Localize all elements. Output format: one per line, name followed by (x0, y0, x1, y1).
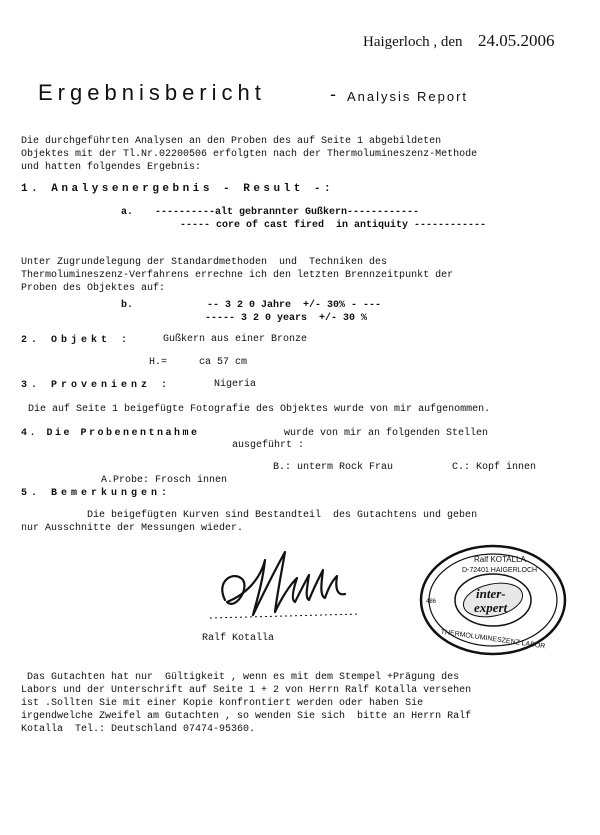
sampling-text-2: ausgeführt : (232, 440, 305, 451)
stamp-logo-1: inter- (476, 586, 506, 601)
result-b-en: ----- 3 2 0 years +/- 30 % (205, 313, 368, 324)
remarks-line: nur Ausschnitte der Messungen wieder. (21, 523, 244, 534)
remarks-paragraph (21, 509, 477, 535)
section-1-result-de: ----------alt gebrannter Gußkern------------ (155, 207, 420, 218)
sample-a (89, 461, 227, 487)
section-5-heading: 5. Bemerkungen: (21, 488, 172, 499)
signatory-name: Ralf Kotalla (202, 633, 275, 644)
sampling-text: wurde von mir an folgenden Stellen (284, 428, 489, 439)
document-subtitle: Analysis Report (347, 89, 469, 104)
handwritten-signature (205, 540, 365, 630)
sample-c: C.: Kopf innen (452, 462, 537, 473)
result-b-de: -- 3 2 0 Jahre +/- 30% - --- (207, 300, 382, 311)
section-1-item-label: a. (121, 207, 134, 218)
sample-a-text: A.Probe: Frosch innen (101, 475, 228, 486)
title-separator: - (330, 84, 336, 104)
object-description: Gußkern aus einer Bronze (163, 334, 308, 345)
photo-note: Die auf Seite 1 beigefügte Fotografie des Objektes wurde von mir aufgenommen. (28, 404, 491, 415)
stamp-lab: THERMOLUMINESZENZ LABOR (440, 628, 546, 651)
stamp-name: Ralf KOTALLA (474, 555, 526, 564)
provenance-value: Nigeria (214, 379, 257, 390)
intro-line: Die durchgeführten Analysen an den Proben des auf Seite 1 abgebildeten (21, 136, 442, 147)
method-line: Proben des Objektes auf: (21, 283, 166, 294)
section-4-heading: 4. Die Probenentnahme (21, 428, 200, 439)
validity-line: Labors und der Unterschrift auf Seite 1 + 2 von Herrn Ralf Kotalla versehen (21, 685, 472, 696)
section-3-heading: 3. Provenienz : (21, 380, 172, 391)
method-paragraph (21, 256, 453, 295)
stamp-address: D-72401 HAIGERLOCH (462, 567, 538, 574)
validity-paragraph (21, 671, 471, 736)
validity-line: irgendwelche Zweifel am Gutachten , so wenden Sie sich bitte an Herrn Ralf (21, 711, 472, 722)
place-label: Haigerloch , den (363, 34, 463, 50)
stamp-logo-2: expert (474, 600, 508, 615)
validity-line: Das Gutachten hat nur Gültigkeit , wenn es mit dem Stempel +Prägung des (27, 672, 460, 683)
lab-stamp (418, 543, 568, 658)
section-2-heading: 2. Objekt : (21, 335, 132, 346)
validity-line: Kotalla Tel.: Deutschland 07474-95360. (21, 724, 256, 735)
method-line: Thermolumineszenz-Verfahrens errechne ich den letzten Brennzeitpunkt der (21, 270, 454, 281)
section-1-heading: 1. Analysenergebnis - Result -: (21, 183, 335, 195)
object-height-value: ca 57 cm (199, 357, 248, 368)
intro-line: Objektes mit der Tl.Nr.02200506 erfolgten nach der Thermolumineszenz-Methode (21, 149, 478, 160)
intro-paragraph (21, 135, 477, 174)
intro-line: und hatten folgendes Ergebnis: (21, 162, 202, 173)
validity-line: ist .Sollten Sie mit einer Kopie konfrontiert werden oder haben Sie (21, 698, 424, 709)
result-b-label: b. (121, 300, 134, 311)
object-height-label: H.= (149, 357, 168, 368)
document-title: Ergebnisbericht (38, 80, 266, 105)
section-1-result-en: ----- core of cast fired in antiquity ------------ (180, 220, 487, 231)
stamp-number: 486 (426, 599, 437, 605)
method-line: Unter Zugrundelegung der Standardmethoden und Techniken des (21, 257, 388, 268)
remarks-line: Die beigefügten Kurven sind Bestandteil des Gutachtens und geben (87, 510, 478, 521)
sample-b: B.: unterm Rock Frau (273, 462, 394, 473)
report-date: 24.05.2006 (478, 31, 555, 50)
